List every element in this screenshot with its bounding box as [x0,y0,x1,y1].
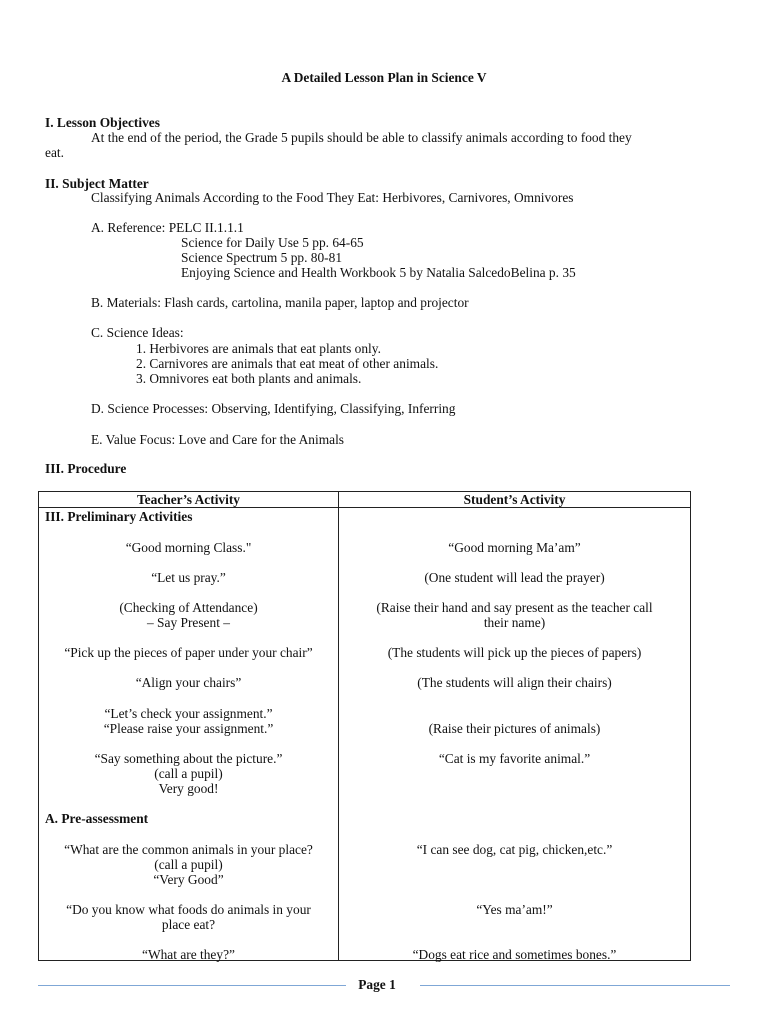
teacher-line: “Align your chairs” [135,675,242,690]
science-processes-line: D. Science Processes: Observing, Identifying, Classifying, Inferring [91,401,456,416]
preliminary-heading: III. Preliminary Activities [45,509,193,524]
student-line: “Yes ma’am!” [476,902,553,917]
reference-item: Science for Daily Use 5 pp. 64-65 [181,235,364,250]
student-line: “Good morning Ma’am” [448,540,581,555]
science-idea: 1. Herbivores are animals that eat plants only. [136,341,381,356]
student-line: (One student will lead the prayer) [424,570,605,585]
objectives-line-1: At the end of the period, the Grade 5 pupils should be able to classify animals according to food they [91,130,632,145]
science-idea: 2. Carnivores are animals that eat meat of other animals. [136,356,439,371]
science-idea: 3. Omnivores eat both plants and animals. [136,371,362,386]
student-line: (Raise their hand and say present as the teacher call [376,600,653,615]
col-header-teacher: Teacher’s Activity [136,492,240,507]
teacher-line: (call a pupil) [154,857,223,872]
procedure-table [38,491,691,961]
student-activity-cell [339,508,691,961]
col-header-student: Student’s Activity [463,492,566,507]
document-title: A Detailed Lesson Plan in Science V [281,70,487,85]
header-teacher-cell [39,492,339,508]
student-line: (Raise their pictures of animals) [428,721,601,736]
table-header-row [39,492,691,508]
teacher-column [39,508,338,960]
teacher-line: “Good morning Class." [125,540,252,555]
teacher-line: (call a pupil) [154,766,223,781]
student-line: “Dogs eat rice and sometimes bones.” [412,947,617,962]
procedure-heading: III. Procedure [45,461,127,476]
teacher-line: place eat? [161,917,216,932]
materials-line: B. Materials: Flash cards, cartolina, manila paper, laptop and projector [91,295,469,310]
teacher-activity-cell [39,508,339,961]
objectives-line-2: eat. [45,145,64,160]
footer-rule-left [38,985,346,986]
science-ideas-label: C. Science Ideas: [91,325,184,340]
reference-item: Enjoying Science and Health Workbook 5 by Natalia SalcedoBelina p. 35 [181,265,576,280]
teacher-line: “Do you know what foods do animals in your [66,902,311,917]
teacher-line: “Let us pray.” [151,570,226,585]
value-focus-line: E. Value Focus: Love and Care for the Animals [91,432,345,447]
footer-rule-right [420,985,730,986]
teacher-line: Very good! [158,781,219,796]
objectives-heading: I. Lesson Objectives [45,115,160,130]
teacher-line: “Very Good” [153,872,224,887]
student-line: “I can see dog, cat pig, chicken,etc.” [416,842,613,857]
header-student-cell [339,492,691,508]
teacher-line: “What are the common animals in your place? [64,842,313,857]
student-line: “Cat is my favorite animal.” [438,751,591,766]
reference-label: A. Reference: PELC II.1.1.1 [91,220,244,235]
teacher-line: “Pick up the pieces of paper under your chair” [64,645,313,660]
pre-assessment-heading: A. Pre-assessment [45,811,149,826]
student-column [339,508,690,960]
teacher-line: “What are they?” [142,947,235,962]
teacher-line: “Please raise your assignment.” [103,721,274,736]
reference-item: Science Spectrum 5 pp. 80-81 [181,250,343,265]
subject-matter-heading: II. Subject Matter [45,176,149,191]
page-number: Page 1 [358,977,396,992]
teacher-line: – Say Present – [147,615,230,630]
teacher-line: “Say something about the picture.” [94,751,283,766]
student-line: (The students will align their chairs) [417,675,612,690]
table-row [39,508,691,961]
teacher-line: (Checking of Attendance) [119,600,258,615]
student-line: their name) [483,615,546,630]
teacher-line: “Let’s check your assignment.” [104,706,273,721]
subject-topic: Classifying Animals According to the Food They Eat: Herbivores, Carnivores, Omnivores [91,190,574,205]
student-line: (The students will pick up the pieces of papers) [387,645,642,660]
